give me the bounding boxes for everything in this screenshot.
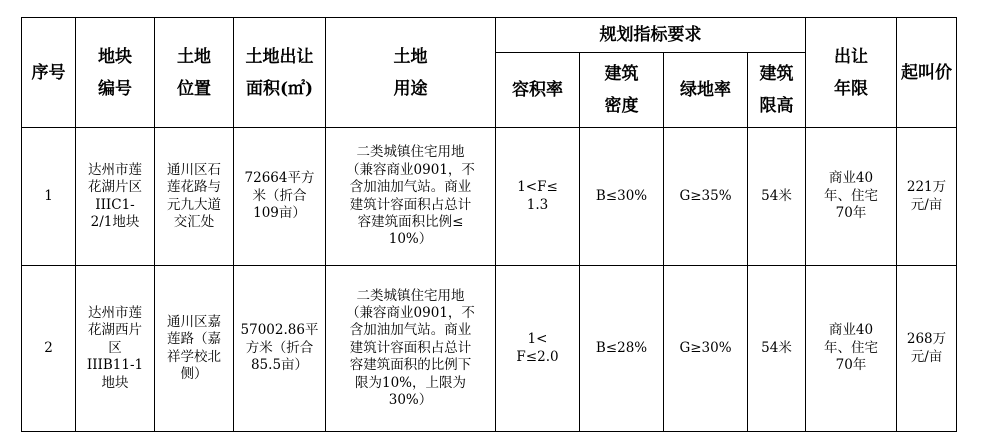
cell-height-limit: 54米 [748, 266, 806, 432]
cell-plot-no: 达州市莲 花湖片区 IIIC1- 2/1地块 [76, 128, 155, 266]
cell-height-limit: 54米 [748, 128, 806, 266]
header-plot-no: 地块 编号 [76, 18, 155, 128]
cell-term: 商业40 年、住宅 70年 [806, 266, 897, 432]
cell-density: B≤30% [580, 128, 664, 266]
cell-plot-no: 达州市莲 花湖西片 区 IIIB11-1 地块 [76, 266, 155, 432]
header-far: 容积率 [496, 53, 580, 128]
cell-density: B≤28% [580, 266, 664, 432]
header-green: 绿地率 [664, 53, 748, 128]
header-planning-group: 规划指标要求 [496, 18, 806, 53]
cell-area: 72664平方 米（折合 109亩） [234, 128, 326, 266]
cell-location: 通川区石 莲花路与 元九大道 交汇处 [155, 128, 234, 266]
header-location: 土地 位置 [155, 18, 234, 128]
cell-start-price: 221万 元/亩 [897, 128, 957, 266]
header-density: 建筑 密度 [580, 53, 664, 128]
header-seq: 序号 [22, 18, 76, 128]
cell-far: 1< F≤2.0 [496, 266, 580, 432]
cell-term: 商业40 年、住宅 70年 [806, 128, 897, 266]
table-row [22, 266, 957, 432]
cell-use: 二类城镇住宅用地 （兼容商业0901，不 含加油加气站。商业 建筑计容面积占总计 容建筑面积的比例下 限为10%，上限为 30%） [326, 266, 496, 432]
cell-far: 1<F≤ 1.3 [496, 128, 580, 266]
cell-seq: 2 [22, 266, 76, 432]
header-term: 出让 年限 [806, 18, 897, 128]
header-use: 土地 用途 [326, 18, 496, 128]
cell-green: G≥35% [664, 128, 748, 266]
header-row-top [22, 18, 957, 53]
cell-start-price: 268万 元/亩 [897, 266, 957, 432]
land-auction-table [21, 17, 957, 432]
cell-area: 57002.86平 方米（折合 85.5亩） [234, 266, 326, 432]
cell-location: 通川区嘉 莲路（嘉 祥学校北 侧） [155, 266, 234, 432]
header-area: 土地出让 面积(㎡) [234, 18, 326, 128]
cell-seq: 1 [22, 128, 76, 266]
cell-green: G≥30% [664, 266, 748, 432]
table-row [22, 128, 957, 266]
cell-use: 二类城镇住宅用地 （兼容商业0901，不 含加油加气站。商业 建筑计容面积占总计 容建筑面积比例≤ 10%） [326, 128, 496, 266]
land-auction-table-wrapper [21, 17, 957, 432]
header-height-limit: 建筑 限高 [748, 53, 806, 128]
header-start-price: 起叫价 [897, 18, 957, 128]
